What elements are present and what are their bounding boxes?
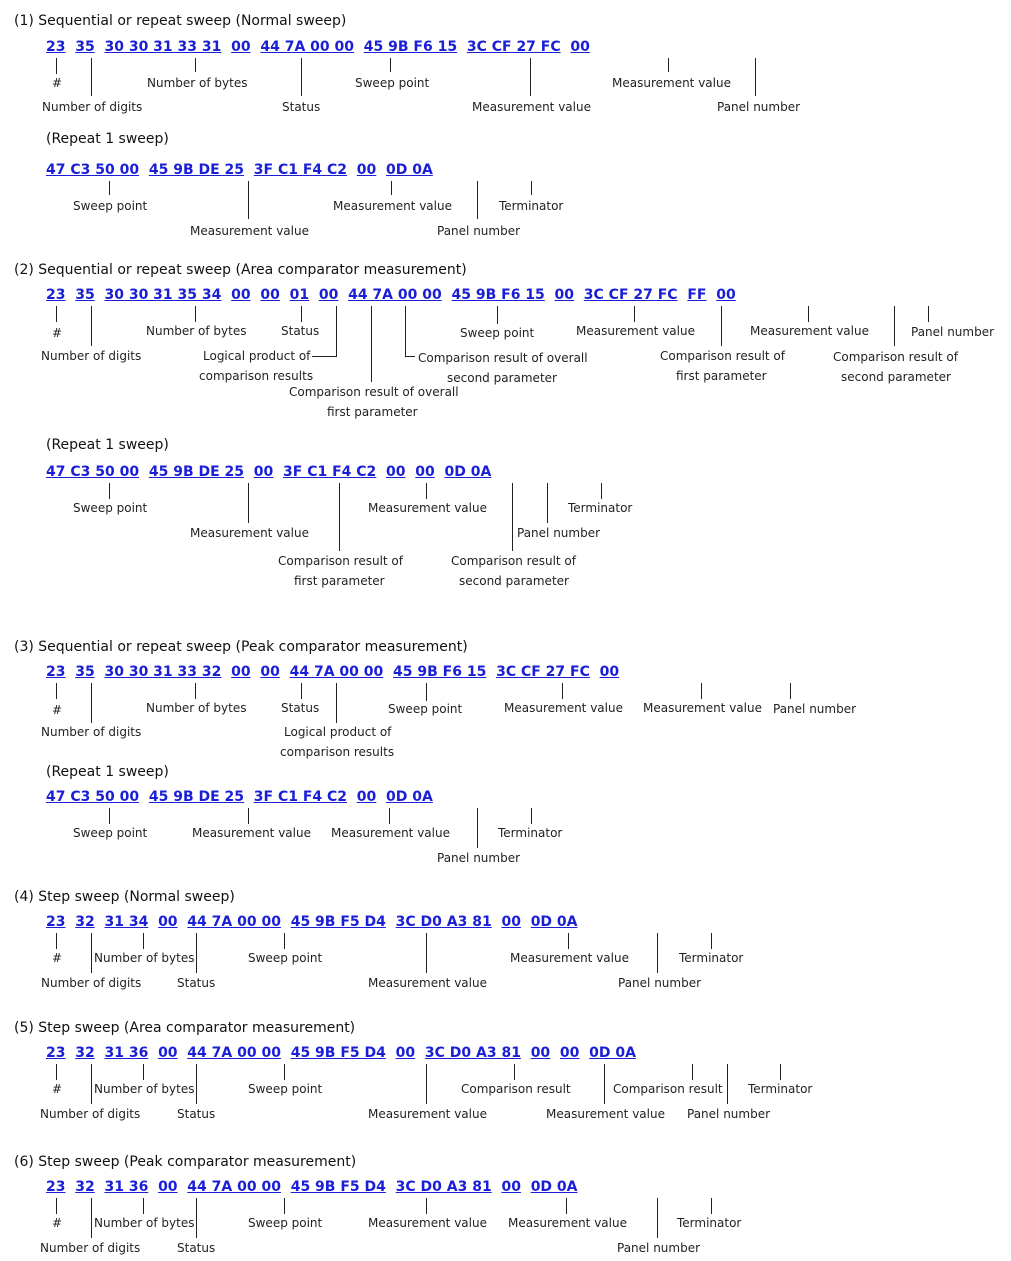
- connector-line: [426, 1198, 427, 1214]
- byte-group: 45 9B F6 15: [451, 287, 545, 303]
- section-2-repeat-subtitle: (Repeat 1 sweep): [46, 437, 169, 453]
- connector-line: [301, 58, 302, 96]
- comparison-second-parameter-label: second parameter: [459, 574, 569, 588]
- terminator-label: Terminator: [568, 501, 633, 515]
- connector-line: [336, 306, 337, 357]
- byte-group: 3C D0 A3 81: [395, 914, 492, 930]
- section-2-title: (2) Sequential or repeat sweep (Area comparator measurement): [14, 262, 467, 278]
- byte-group: 45 9B F5 D4: [290, 914, 386, 930]
- byte-group: 32: [75, 1179, 95, 1195]
- connector-line: [143, 933, 144, 949]
- connector-line: [668, 58, 669, 72]
- byte-group: 00: [501, 914, 521, 930]
- section-3-repeat-subtitle: (Repeat 1 sweep): [46, 764, 169, 780]
- measurement-value-label: Measurement value: [368, 1216, 487, 1230]
- section-5-main-bytes: [46, 1045, 636, 1061]
- byte-group: 00: [253, 464, 274, 480]
- sweep-point-label: Sweep point: [248, 1082, 323, 1096]
- byte-group: 44 7A 00 00: [187, 914, 281, 930]
- status-label: Status: [281, 701, 320, 715]
- connector-line: [109, 181, 110, 195]
- connector-line: [514, 1064, 515, 1080]
- byte-group: 00: [554, 287, 575, 303]
- sweep-point-label: Sweep point: [73, 501, 148, 515]
- connector-line: [426, 483, 427, 499]
- sweep-point-label: Sweep point: [355, 76, 430, 90]
- connector-line: [426, 933, 427, 973]
- byte-group: 3F C1 F4 C2: [253, 162, 348, 178]
- overall-second-parameter-label: Comparison result of overall: [418, 351, 588, 365]
- hash-label: #: [52, 1216, 63, 1230]
- connector-line: [109, 808, 110, 824]
- byte-group: 30 30 31 33 32: [104, 664, 222, 680]
- section-6-title: (6) Step sweep (Peak comparator measurement): [14, 1154, 357, 1170]
- comparison-first-parameter-label: first parameter: [676, 369, 767, 383]
- measurement-value-label: Measurement value: [192, 826, 311, 840]
- byte-group: 00: [356, 789, 377, 805]
- byte-group: 00: [260, 287, 280, 303]
- connector-line: [284, 1064, 285, 1080]
- connector-line: [56, 683, 57, 699]
- terminator-label: Terminator: [679, 951, 744, 965]
- number-of-digits-label: Number of digits: [42, 100, 143, 114]
- measurement-value-label: Measurement value: [190, 224, 309, 238]
- measurement-value-label: Measurement value: [750, 324, 869, 338]
- byte-group: 44 7A 00 00: [187, 1179, 281, 1195]
- connector-line: [390, 58, 391, 72]
- connector-line: [604, 1064, 605, 1104]
- sweep-point-label: Sweep point: [73, 826, 148, 840]
- section-1-main-bytes: [46, 39, 590, 55]
- connector-line: [91, 1064, 92, 1104]
- byte-group: 00: [318, 287, 339, 303]
- byte-group: 30 30 31 35 34: [104, 287, 222, 303]
- status-label: Status: [281, 324, 320, 338]
- connector-line: [284, 933, 285, 949]
- byte-group: 00: [231, 287, 251, 303]
- section-5-title: (5) Step sweep (Area comparator measurement): [14, 1020, 356, 1036]
- byte-group: 00: [158, 914, 178, 930]
- connector-line: [426, 1064, 427, 1104]
- byte-group: 32: [75, 914, 95, 930]
- connector-line: [755, 58, 756, 96]
- byte-group: 0D 0A: [530, 1179, 578, 1195]
- byte-group: 35: [75, 39, 95, 55]
- measurement-value-label: Measurement value: [472, 100, 591, 114]
- connector-line: [928, 306, 929, 322]
- panel-number-label: Panel number: [618, 976, 702, 990]
- byte-group: 00: [260, 664, 280, 680]
- number-of-digits-label: Number of digits: [41, 725, 142, 739]
- connector-line: [426, 683, 427, 701]
- byte-group: 45 9B F5 D4: [290, 1045, 386, 1061]
- byte-group: 00: [501, 1179, 521, 1195]
- byte-group: 00: [530, 1045, 551, 1061]
- byte-group: 44 7A 00 00: [348, 287, 442, 303]
- byte-group: 3C CF 27 FC: [466, 39, 561, 55]
- connector-line: [566, 1198, 567, 1214]
- number-of-digits-label: Number of digits: [41, 976, 142, 990]
- byte-group: 45 9B F6 15: [363, 39, 458, 55]
- byte-group: 23: [46, 287, 66, 303]
- byte-group: 0D 0A: [386, 789, 433, 805]
- connector-line: [391, 181, 392, 195]
- connector-line: [91, 58, 92, 96]
- connector-line: [634, 306, 635, 322]
- panel-number-label: Panel number: [437, 224, 521, 238]
- terminator-label: Terminator: [748, 1082, 813, 1096]
- connector-line: [512, 483, 513, 551]
- byte-group: 30 30 31 33 31: [104, 39, 222, 55]
- byte-group: 0D 0A: [589, 1045, 636, 1061]
- connector-line: [727, 1064, 728, 1104]
- number-of-digits-label: Number of digits: [41, 349, 142, 363]
- panel-number-label: Panel number: [717, 100, 801, 114]
- panel-number-label: Panel number: [437, 851, 521, 865]
- hash-label: #: [52, 326, 63, 340]
- measurement-value-label: Measurement value: [368, 976, 487, 990]
- byte-group: 23: [46, 39, 66, 55]
- comparison-result-label: Comparison result: [613, 1082, 723, 1096]
- connector-line: [568, 933, 569, 949]
- section-4-main-bytes: [46, 914, 578, 930]
- status-label: Status: [177, 976, 216, 990]
- connector-line: [808, 306, 809, 322]
- byte-group: 00: [716, 287, 736, 303]
- overall-first-parameter-label: first parameter: [327, 405, 418, 419]
- byte-group: 31 36: [104, 1179, 149, 1195]
- connector-line: [780, 1064, 781, 1080]
- connector-line: [248, 181, 249, 219]
- sweep-point-label: Sweep point: [248, 1216, 323, 1230]
- connector-line: [721, 306, 722, 346]
- logical-product-label: Logical product of: [284, 725, 392, 739]
- connector-line: [56, 1198, 57, 1214]
- panel-number-label: Panel number: [617, 1241, 701, 1255]
- comparison-second-parameter-label: Comparison result of: [833, 350, 958, 364]
- section-1-repeat-subtitle: (Repeat 1 sweep): [46, 131, 169, 147]
- comparison-first-parameter-label: Comparison result of: [278, 554, 403, 568]
- logical-product-label: comparison results: [280, 745, 395, 759]
- sweep-point-label: Sweep point: [388, 702, 463, 716]
- panel-number-label: Panel number: [911, 325, 995, 339]
- measurement-value-label: Measurement value: [331, 826, 450, 840]
- connector-line: [562, 683, 563, 699]
- number-of-bytes-label: Number of bytes: [94, 1082, 195, 1096]
- number-of-bytes-label: Number of bytes: [147, 76, 248, 90]
- section-3-repeat-bytes: [46, 789, 433, 805]
- byte-group: 3F C1 F4 C2: [283, 464, 377, 480]
- number-of-bytes-label: Number of bytes: [146, 701, 247, 715]
- byte-group: 35: [75, 664, 95, 680]
- byte-group: 00: [559, 1045, 580, 1061]
- section-2-repeat-bytes: [46, 464, 491, 480]
- byte-group: 35: [75, 287, 95, 303]
- number-of-digits-label: Number of digits: [40, 1107, 141, 1121]
- byte-group: 00: [570, 39, 590, 55]
- byte-group: 00: [415, 464, 435, 480]
- measurement-value-label: Measurement value: [643, 701, 762, 715]
- byte-group: 0D 0A: [386, 162, 433, 178]
- connector-line: [301, 683, 302, 699]
- connector-line: [91, 306, 92, 346]
- connector-line: [248, 808, 249, 824]
- connector-line: [711, 933, 712, 949]
- connector-line: [301, 306, 302, 322]
- connector-line: [284, 1198, 285, 1214]
- hash-label: #: [52, 951, 63, 965]
- byte-group: 45 9B DE 25: [148, 789, 245, 805]
- connector-line: [530, 58, 531, 96]
- measurement-value-label: Measurement value: [333, 199, 452, 213]
- status-label: Status: [177, 1241, 216, 1255]
- connector-line: [339, 483, 340, 551]
- connector-line: [56, 58, 57, 74]
- connector-line: [601, 483, 602, 499]
- connector-line: [91, 933, 92, 973]
- connector-line: [477, 181, 478, 219]
- hash-label: #: [52, 1082, 63, 1096]
- connector-line: [531, 808, 532, 824]
- byte-group: 23: [46, 914, 66, 930]
- byte-group: 23: [46, 664, 66, 680]
- connector-line: [195, 683, 196, 699]
- terminator-label: Terminator: [498, 826, 563, 840]
- number-of-bytes-label: Number of bytes: [94, 1216, 195, 1230]
- status-label: Status: [177, 1107, 216, 1121]
- connector-line: [657, 933, 658, 973]
- byte-group: 00: [395, 1045, 416, 1061]
- section-6-main-bytes: [46, 1179, 578, 1195]
- sweep-point-label: Sweep point: [460, 326, 535, 340]
- measurement-value-label: Measurement value: [510, 951, 629, 965]
- byte-group: 44 7A 00 00: [187, 1045, 281, 1061]
- connector-line: [56, 306, 57, 322]
- comparison-second-parameter-label: Comparison result of: [451, 554, 576, 568]
- section-1-repeat-bytes: [46, 162, 433, 178]
- byte-group: 45 9B F6 15: [393, 664, 487, 680]
- connector-line: [477, 808, 478, 848]
- connector-line: [657, 1198, 658, 1238]
- byte-group: 47 C3 50 00: [46, 162, 140, 178]
- byte-group: 00: [158, 1179, 178, 1195]
- byte-group: 00: [599, 664, 620, 680]
- byte-group: 00: [231, 664, 251, 680]
- connector-line: [109, 483, 110, 499]
- byte-group: 45 9B DE 25: [148, 162, 245, 178]
- connector-line: [56, 1064, 57, 1080]
- byte-group: 00: [356, 162, 377, 178]
- sweep-point-label: Sweep point: [248, 951, 323, 965]
- byte-group: 00: [386, 464, 406, 480]
- terminator-label: Terminator: [499, 199, 564, 213]
- measurement-value-label: Measurement value: [546, 1107, 665, 1121]
- connector-line: [405, 306, 406, 357]
- comparison-first-parameter-label: first parameter: [294, 574, 385, 588]
- logical-product-label: Logical product of: [203, 349, 311, 363]
- connector-line: [371, 306, 372, 382]
- connector-line: [143, 1064, 144, 1080]
- connector-line: [894, 306, 895, 346]
- connector-line: [196, 933, 197, 973]
- connector-line: [196, 1198, 197, 1238]
- panel-number-label: Panel number: [517, 526, 601, 540]
- hash-label: #: [52, 76, 63, 90]
- measurement-value-label: Measurement value: [508, 1216, 627, 1230]
- byte-group: 01: [289, 287, 310, 303]
- measurement-value-label: Measurement value: [612, 76, 731, 90]
- connector-line: [547, 483, 548, 523]
- connector-line: [56, 933, 57, 949]
- comparison-result-label: Comparison result: [461, 1082, 571, 1096]
- byte-group: 44 7A 00 00: [260, 39, 355, 55]
- panel-number-label: Panel number: [773, 702, 857, 716]
- connector-line: [91, 683, 92, 723]
- measurement-value-label: Measurement value: [504, 701, 623, 715]
- number-of-digits-label: Number of digits: [40, 1241, 141, 1255]
- hash-label: #: [52, 703, 63, 717]
- byte-group: 3C CF 27 FC: [583, 287, 678, 303]
- byte-group: FF: [687, 287, 707, 303]
- connector-line: [497, 306, 498, 324]
- connector-line: [195, 58, 196, 72]
- connector-line: [91, 1198, 92, 1238]
- connector-line: [143, 1198, 144, 1214]
- connector-line: [711, 1198, 712, 1214]
- byte-group: 3C D0 A3 81: [395, 1179, 492, 1195]
- measurement-value-label: Measurement value: [576, 324, 695, 338]
- comparison-second-parameter-label: second parameter: [841, 370, 951, 384]
- measurement-value-label: Measurement value: [368, 1107, 487, 1121]
- byte-group: 45 9B DE 25: [148, 464, 245, 480]
- connector-line: [248, 483, 249, 523]
- logical-product-label: comparison results: [199, 369, 314, 383]
- status-label: Status: [282, 100, 321, 114]
- overall-first-parameter-label: Comparison result of overall: [289, 385, 459, 399]
- connector-line: [701, 683, 702, 699]
- connector-line: [195, 306, 196, 322]
- byte-group: 32: [75, 1045, 95, 1061]
- connector-line: [790, 683, 791, 699]
- section-3-main-bytes: [46, 664, 619, 680]
- connector-line: [196, 1064, 197, 1104]
- section-3-title: (3) Sequential or repeat sweep (Peak comparator measurement): [14, 639, 468, 655]
- byte-group: 3C CF 27 FC: [496, 664, 590, 680]
- byte-group: 0D 0A: [530, 914, 578, 930]
- byte-group: 00: [158, 1045, 178, 1061]
- connector-line: [312, 356, 337, 357]
- byte-group: 23: [46, 1045, 66, 1061]
- byte-group: 47 C3 50 00: [46, 464, 140, 480]
- sweep-point-label: Sweep point: [73, 199, 148, 213]
- connector-line: [531, 181, 532, 195]
- terminator-label: Terminator: [677, 1216, 742, 1230]
- panel-number-label: Panel number: [687, 1107, 771, 1121]
- connector-line: [405, 356, 415, 357]
- section-2-main-bytes: [46, 287, 736, 303]
- byte-group: 0D 0A: [444, 464, 492, 480]
- number-of-bytes-label: Number of bytes: [94, 951, 195, 965]
- byte-group: 31 36: [104, 1045, 149, 1061]
- section-1-title: (1) Sequential or repeat sweep (Normal sweep): [14, 13, 347, 29]
- byte-group: 3F C1 F4 C2: [253, 789, 348, 805]
- byte-group: 00: [231, 39, 251, 55]
- overall-second-parameter-label: second parameter: [447, 371, 557, 385]
- number-of-bytes-label: Number of bytes: [146, 324, 247, 338]
- byte-group: 23: [46, 1179, 66, 1195]
- connector-line: [692, 1064, 693, 1080]
- byte-group: 47 C3 50 00: [46, 789, 140, 805]
- byte-group: 45 9B F5 D4: [290, 1179, 386, 1195]
- byte-group: 44 7A 00 00: [289, 664, 384, 680]
- measurement-value-label: Measurement value: [368, 501, 487, 515]
- section-4-title: (4) Step sweep (Normal sweep): [14, 889, 235, 905]
- comparison-first-parameter-label: Comparison result of: [660, 349, 785, 363]
- measurement-value-label: Measurement value: [190, 526, 309, 540]
- connector-line: [336, 683, 337, 723]
- byte-group: 31 34: [104, 914, 149, 930]
- connector-line: [389, 808, 390, 824]
- byte-group: 3C D0 A3 81: [424, 1045, 521, 1061]
